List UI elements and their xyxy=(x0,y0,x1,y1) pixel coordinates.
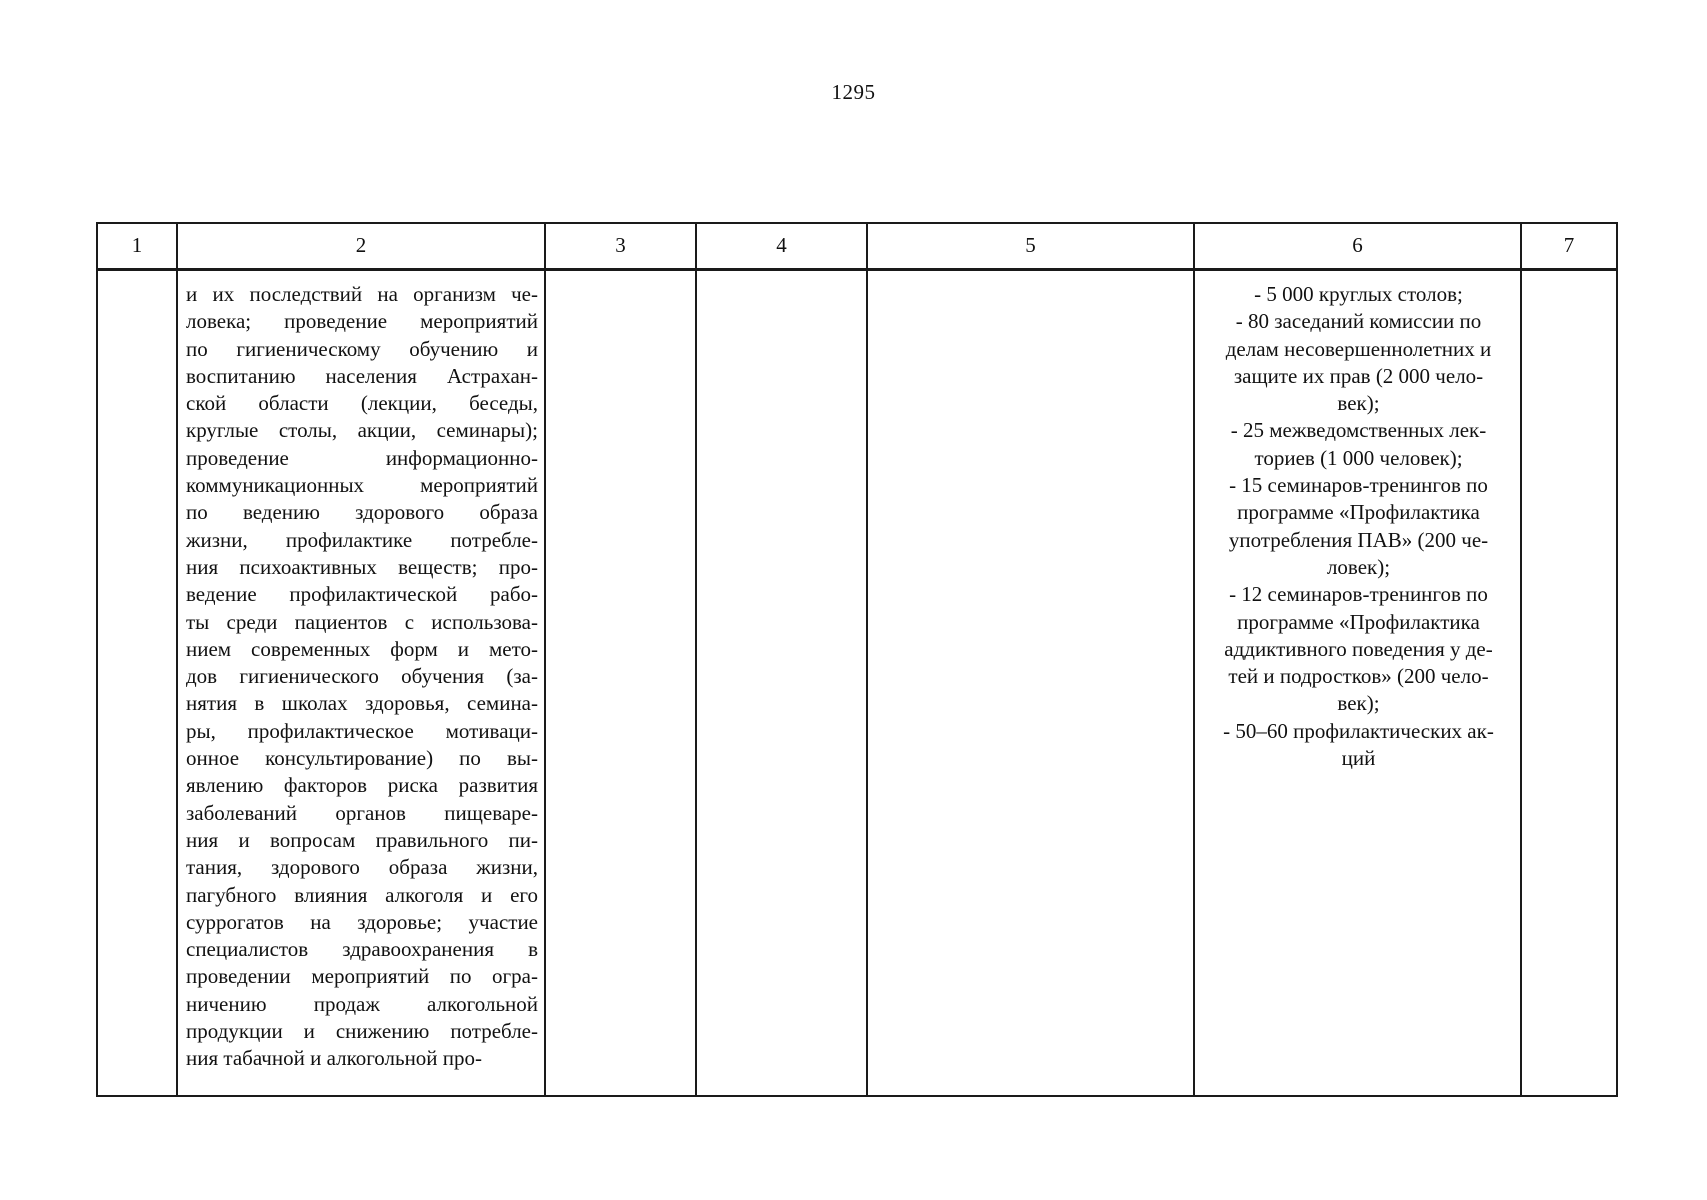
text-line: ловека; проведение мероприятий xyxy=(186,309,538,334)
table-row xyxy=(97,270,1617,1097)
text-line: - 5 000 круглых столов; xyxy=(1254,282,1463,306)
text-line: нием современных форм и мето- xyxy=(186,636,538,661)
text-line: воспитанию населения Астрахан- xyxy=(186,363,538,388)
text-line: - 50–60 профилактических ак- xyxy=(1223,718,1494,743)
text-line: дов гигиенического обучения (за- xyxy=(186,664,538,689)
text-line: - 25 межведомственных лек- xyxy=(1230,418,1487,443)
text-line: - 12 семинаров-тренингов по xyxy=(1229,582,1488,607)
text-line: ния табачной и алкогольной про- xyxy=(186,1046,483,1071)
text-line: жизни, профилактике потребле- xyxy=(186,527,538,552)
text-line: ведение профилактической рабо- xyxy=(186,582,538,607)
cell-col-1 xyxy=(97,270,177,1097)
text-line: специалистов здравоохранения в xyxy=(186,937,538,962)
text-line: явлению факторов риска развития xyxy=(186,773,538,798)
page-number: 1295 xyxy=(831,80,876,104)
text-line: коммуникационных мероприятий xyxy=(186,473,538,498)
cell-col-2 xyxy=(177,270,545,1097)
column-header-1: 1 xyxy=(97,223,177,270)
activities-description xyxy=(186,281,538,1073)
text-line: употребления ПАВ» (200 че- xyxy=(1228,527,1489,552)
column-header-4: 4 xyxy=(696,223,867,270)
text-line: делам несовершеннолетних и xyxy=(1225,336,1492,361)
header-row xyxy=(97,223,1617,270)
text-line: круглые столы, акции, семинары); xyxy=(186,418,538,443)
column-header-2: 2 xyxy=(177,223,545,270)
text-line: заболеваний органов пищеваре- xyxy=(186,800,538,825)
text-line: пагубного влияния алкоголя и его xyxy=(186,882,538,907)
text-line: ториев (1 000 человек); xyxy=(1254,445,1463,470)
text-line: и их последствий на организм че- xyxy=(186,282,538,306)
text-line: тания, здорового образа жизни, xyxy=(186,855,538,880)
text-line: нятия в школах здоровья, семина- xyxy=(186,691,538,716)
text-line: аддиктивного поведения у де- xyxy=(1224,636,1493,661)
document-table xyxy=(96,222,1618,1097)
text-line: проведении мероприятий по огра- xyxy=(186,964,538,989)
text-line: ры, профилактическое мотиваци- xyxy=(186,718,538,743)
text-line: защите их прав (2 000 чело- xyxy=(1233,363,1484,388)
column-header-5: 5 xyxy=(867,223,1194,270)
text-line: проведение информационно- xyxy=(186,445,538,470)
cell-col-4 xyxy=(696,270,867,1097)
cell-col-6 xyxy=(1194,270,1521,1097)
text-line: ций xyxy=(1341,746,1376,771)
cell-col-3 xyxy=(545,270,696,1097)
text-line: программе «Профилактика xyxy=(1237,609,1480,634)
text-line: ловек); xyxy=(1326,554,1391,579)
column-header-6: 6 xyxy=(1194,223,1521,270)
cell-col-7 xyxy=(1521,270,1617,1097)
text-line: продукции и снижению потребле- xyxy=(186,1019,538,1044)
text-line: век); xyxy=(1337,391,1380,416)
text-line: - 15 семинаров-тренингов по xyxy=(1229,473,1488,498)
text-line: онное консультирование) по вы- xyxy=(186,746,538,771)
text-line: ты среди пациентов с использова- xyxy=(186,609,538,634)
column-header-3: 3 xyxy=(545,223,696,270)
text-line: - 80 заседаний комиссии по xyxy=(1235,309,1482,334)
text-line: ской области (лекции, беседы, xyxy=(186,391,538,416)
indicators-list xyxy=(1203,281,1514,772)
text-line: ничению продаж алкогольной xyxy=(186,991,538,1016)
text-line: по гигиеническому обучению и xyxy=(186,336,538,361)
text-line: тей и подростков» (200 чело- xyxy=(1228,664,1489,689)
text-line: программе «Профилактика xyxy=(1237,500,1480,525)
text-line: суррогатов на здоровье; участие xyxy=(186,909,538,934)
text-line: по ведению здорового образа xyxy=(186,500,538,525)
text-line: век); xyxy=(1337,691,1380,716)
cell-col-5 xyxy=(867,270,1194,1097)
text-line: ния и вопросам правильного пи- xyxy=(186,827,538,852)
text-line: ния психоактивных веществ; про- xyxy=(186,554,538,579)
column-header-7: 7 xyxy=(1521,223,1617,270)
